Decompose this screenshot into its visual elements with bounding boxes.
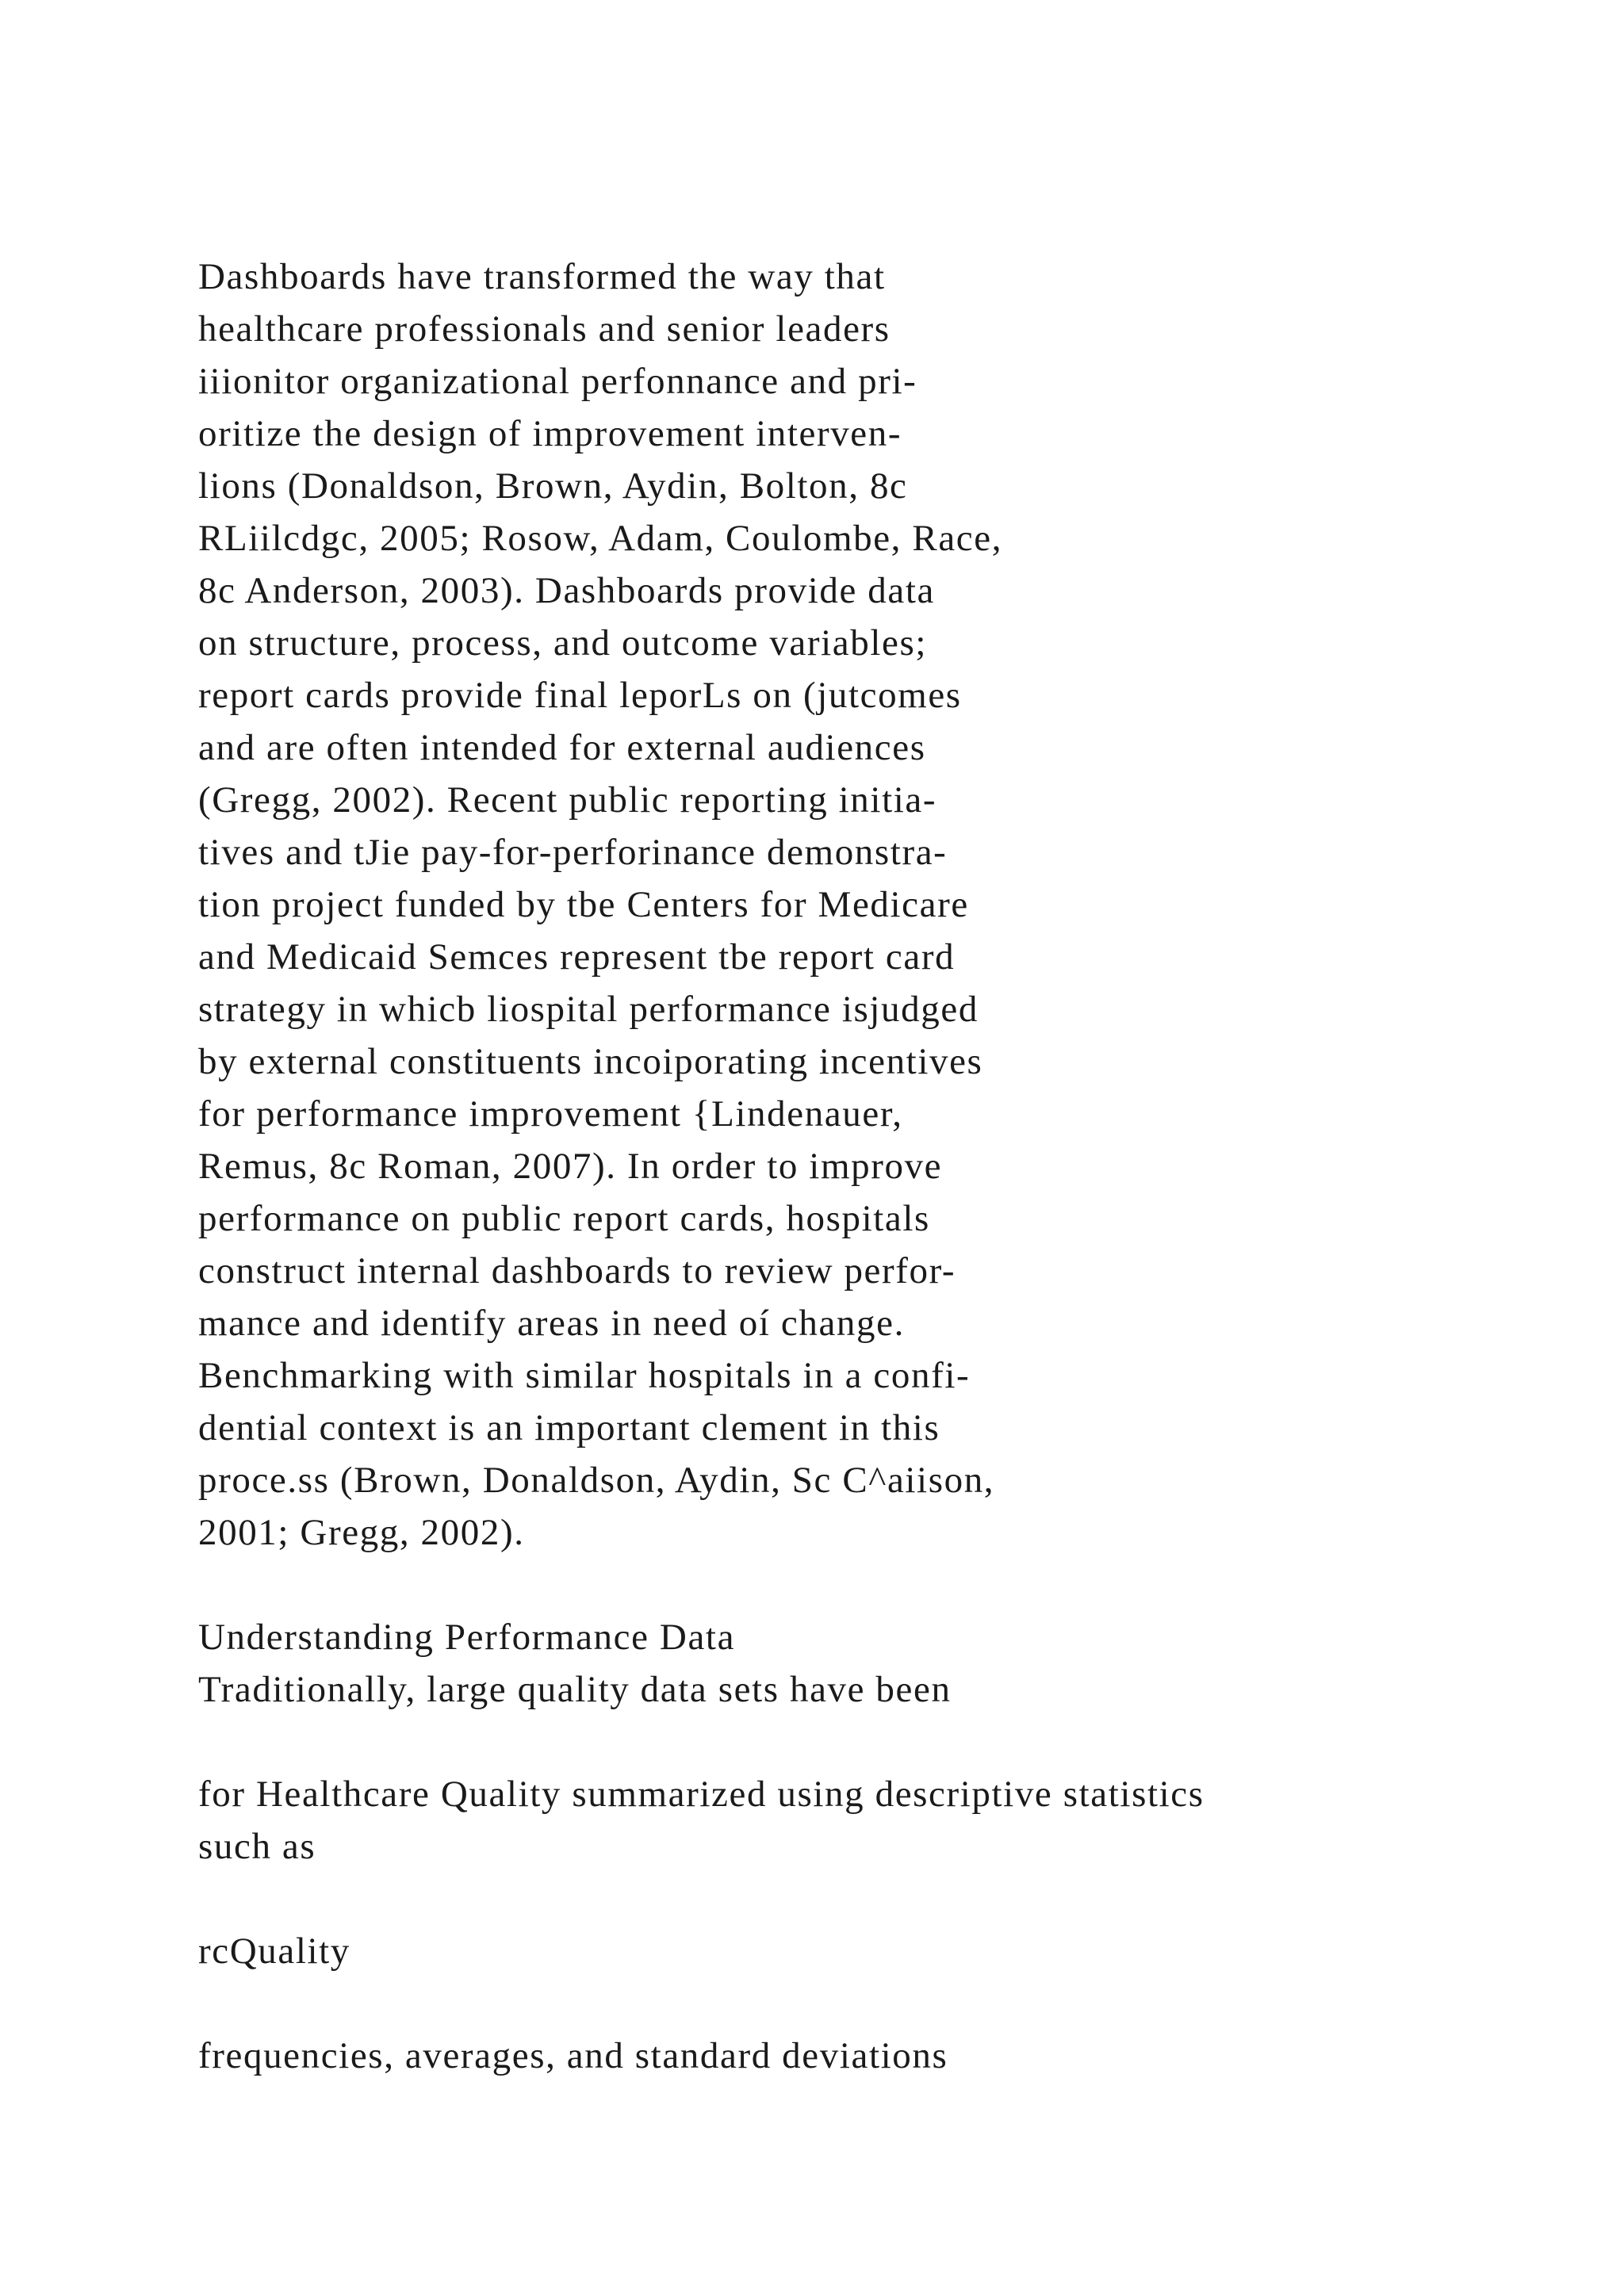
text-line: strategy in whicb liospital performance isjudged <box>198 989 979 1030</box>
text-line: construct internal dashboards to review perfor- <box>198 1250 956 1292</box>
text-line: on structure, process, and outcome variables; <box>198 622 928 664</box>
text-line: Dashboards have transformed the way that <box>198 256 886 297</box>
text-line: RLiilcdgc, 2005; Rosow, Adam, Coulombe, Race, <box>198 518 1003 559</box>
text-line: tion project funded by tbe Centers for Medicare <box>198 884 969 925</box>
text-line: mance and identify areas in need oí change. <box>198 1303 905 1344</box>
text-line: (Gregg, 2002). Recent public reporting initia- <box>198 779 937 821</box>
text-line: such as <box>198 1826 316 1867</box>
text-line: 8c Anderson, 2003). Dashboards provide data <box>198 570 935 611</box>
text-line: dential context is an important clement in this <box>198 1407 940 1448</box>
text-line: Traditionally, large quality data sets have been <box>198 1669 952 1710</box>
text-line: healthcare professionals and senior leaders <box>198 308 891 350</box>
blank-line <box>198 1873 1546 1925</box>
text-line: and Medicaid Semces represent tbe report card <box>198 936 956 978</box>
text-line: oritize the design of improvement interven- <box>198 413 902 454</box>
text-line: tives and tJie pay-for-perforinance demonstra- <box>198 832 948 873</box>
text-line: Benchmarking with similar hospitals in a confi- <box>198 1355 971 1396</box>
blank-line <box>198 1977 1546 2030</box>
blank-line <box>198 1716 1546 1768</box>
text-line: frequencies, averages, and standard deviations <box>198 2035 948 2076</box>
body-paragraph <box>198 251 1546 1559</box>
journal-running-line: for Healthcare Quality summarized using descriptive statistics <box>198 1774 1205 1815</box>
blank-line <box>198 1559 1546 1611</box>
text-line: proce.ss (Brown, Donaldson, Aydin, Sc C^aiison, <box>198 1460 995 1501</box>
text-line: lions (Donaldson, Brown, Aydin, Bolton, 8c <box>198 465 908 507</box>
text-line: performance on public report cards, hospitals <box>198 1198 930 1239</box>
text-fragment: rcQuality <box>198 1931 350 1972</box>
text-line: by external constituents incoiporating incentives <box>198 1041 983 1082</box>
text-line: iiionitor organizational perfonnance and pri- <box>198 361 917 402</box>
text-line: for performance improvement {Lindenauer, <box>198 1093 903 1135</box>
text-line: report cards provide final leporLs on (jutcomes <box>198 675 962 716</box>
section-heading: Understanding Performance Data <box>198 1617 736 1658</box>
text-line: and are often intended for external audiences <box>198 727 926 768</box>
text-line: Remus, 8c Roman, 2007). In order to improve <box>198 1146 943 1187</box>
document-page <box>198 251 1546 2082</box>
text-line: 2001; Gregg, 2002). <box>198 1512 525 1553</box>
